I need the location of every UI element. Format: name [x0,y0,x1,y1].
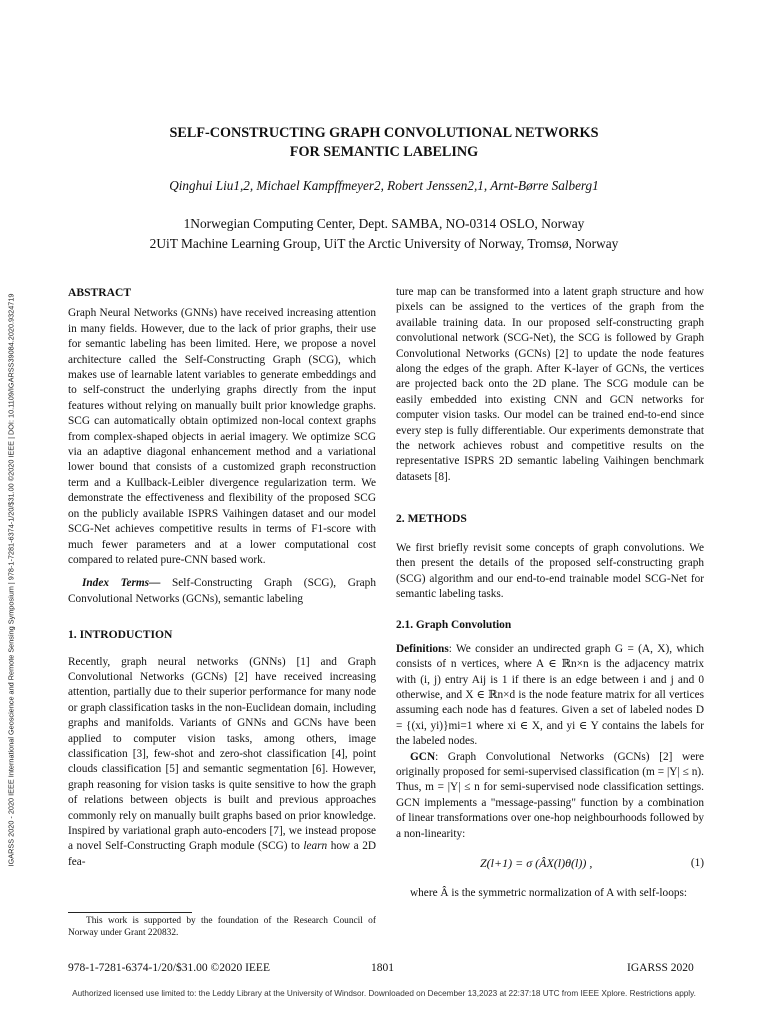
methods-text: We first briefly revisit some concepts of graph convolutions. We then present the details of the proposed self-constructing graph (SCG) algorithm and our end-to-end trainable model SCG-Net for semantic labeling tasks. [396,541,704,600]
footnote-rule [68,912,192,913]
definitions-paragraph [396,642,704,750]
abstract-text: Graph Neural Networks (GNNs) have received increasing attention in many fields. However, due to the lack of prior graphs, their use for semantic labeling has been limited. Here, we propose a novel architecture called the Self-Constructing Graph (SCG), which makes use of learnable latent variables to generate embeddings and to self-construct the underlying graphs directly from the input features without relying on manually built prior knowledge graphs. SCG can automatically obtain optimized non-local context graphs from complex-shaped objects in aerial imagery. We optimize SCG via an adaptive diagonal enhancement method and a variational lower bound that consists of a customized graph reconstruction term and a Kullback-Leibler divergence regularization term. We demonstrate the effectiveness and flexibility of the proposed SCG on the publicly available ISPRS Vaihingen dataset and our model SCG-Net achieves competitive results in terms of F1-score with much fewer parameters and at a lower computational cost compared to related pure-CNN based work. [68,307,376,566]
doi-sidebar-text: IGARSS 2020 - 2020 IEEE International Geoscience and Remote Sensing Symposium | 978-1-7281-6374-1/20/$31.00 ©2020 IEEE | DOI: 10.1109/IGARSS39084.2020.9324719 [6,293,16,867]
affiliation-2: 2UiT Machine Learning Group, UiT the Arctic University of Norway, Tromsø, Norway [149,235,619,251]
equation-1 [396,850,704,880]
gcn-paragraph [396,750,704,842]
after-equation-text: where Â is the symmetric normalization of A with self-loops: [410,887,688,899]
intro-continued: ture map can be transformed into a latent graph structure and how pixels can be assigned to the vertices of the graph from the available training data. In our proposed self-constructing graph convolutional network (SCG-Net), the SCG is followed by Graph Convolutional Networks (GCNs) [2] to update the node features along the edges of the graph. After K-layer of GCNs, the vertices are projected back onto the 2D plane. The SCG module can be easily embedded into existing CNN and GCN networks for computer vision tasks. Our model can be trained end-to-end since every step is fully differentiable. Our experiments demonstrate that the network achieves robust and competitive results on the representative ISPRS 2D semantic labeling Vaihingen benchmark datasets [8]. [396,286,704,483]
index-terms-label: Index Terms— [82,577,161,590]
paper-title [60,124,708,162]
left-column [68,285,376,870]
intro-text-a: Recently, graph neural networks (GNNs) [1] and Graph Convolutional Networks (GCNs) [2] have received increasing attention, partially due to their superior performance for many node or graph classification tasks in the non-Euclidean domain, including graphs and manifolds. Variants of GNNs and GCNs have been applied to computer vision tasks, among others, image classification [3], few-shot and zero-shot classification [4], point clouds classification [5] and semantic segmentation [6]. However, graph reasoning for vision tasks is quite sensitive to how the graph of relations between objects is built and previous approaches commonly rely on manually built graphs based on prior knowledge. Inspired by variational graph auto-encoders [7], we instead propose a novel Self-Constructing Graph module (SCG) to [68,655,376,853]
index-terms [68,576,376,607]
footer-page-number: 1801 [371,962,394,974]
authorized-use-bar: Authorized licensed use limited to: the Leddy Library at the University of Windsor. Downloaded on December 13,2023 at 22:37:18 UTC from IEEE Xplore. Restrictions apply. [72,989,696,998]
intro-text [68,655,376,871]
affiliation-1: 1Norwegian Computing Center, Dept. SAMBA, NO-0314 OSLO, Norway [183,216,585,231]
equation-body: Z(l+1) = σ (ÂX(l)θ(l)) , [480,856,593,870]
gcn-label: GCN [410,750,436,763]
footer-left: 978-1-7281-6374-1/20/$31.00 ©2020 IEEE [68,962,270,974]
footnote: This work is supported by the foundation of the Research Council of Norway under Grant 220832. [68,916,376,938]
intro-text-em: learn [303,840,328,853]
methods-heading: 2. METHODS [396,512,467,526]
gcn-text: : Graph Convolutional Networks (GCNs) [2] were originally proposed for semi-supervised classification (m = |Y| ≤ n). Thus, m = |Y| ≤ n for semi-supervised node classification settings. GCN implements a "message-passing" function by a combination of linear transformations over one-hop neighbourhoods followed by a non-linearity: [396,750,704,840]
right-column [396,285,704,901]
index-terms-text: Self-Constructing Graph (SCG), Graph Convolutional Networks (GCNs), semantic labeling [68,577,376,605]
definitions-label: Definitions [396,642,449,655]
subsection-heading: 2.1. Graph Convolution [396,619,512,632]
abstract-heading: ABSTRACT [68,286,132,299]
title-line-2: FOR SEMANTIC LABELING [289,144,479,160]
authors: Qinghui Liu1,2, Michael Kampffmeyer2, Robert Jenssen2,1, Arnt-Børre Salberg1 [169,178,599,193]
equation-number: (1) [690,857,704,869]
affiliations [60,214,708,253]
definitions-text: : We consider an undirected graph G = (A, X), which consists of n vertices, where A ∈ ℝn×n is the adjacency matrix with (i, j) entry Aij is 1 if there is an edge between i and j and 0 otherwise, and X ∈ ℝn×d is the node feature matrix for all vertices assuming each node has d features. Given a set of labeled nodes D = {(xi, yi)}mi=1 where xi ∈ X, and yi ∈ Y contains the labels for the labeled nodes. [396,642,704,748]
intro-heading: 1. INTRODUCTION [68,628,173,642]
doi-sidebar [4,210,18,950]
title-line-1: SELF-CONSTRUCTING GRAPH CONVOLUTIONAL NETWORKS [169,125,599,141]
footer-right: IGARSS 2020 [627,962,694,974]
intro-text-b: how a 2D fea- [68,840,376,868]
